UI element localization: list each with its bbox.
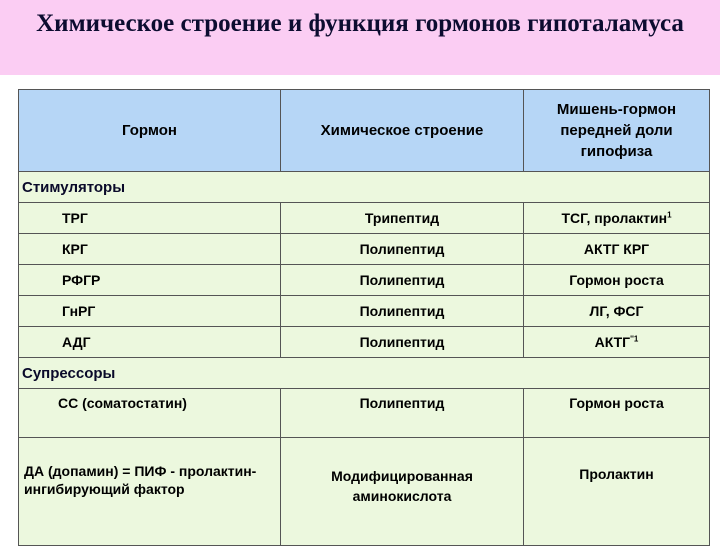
hormone-cell: СС (соматостатин) bbox=[19, 389, 281, 438]
hormone-cell: ТРГ bbox=[19, 203, 281, 234]
structure-cell: Модифицированная аминокислота bbox=[281, 438, 524, 546]
footnote-mark: ''1 bbox=[630, 334, 639, 344]
hormone-cell: ГнРГ bbox=[19, 296, 281, 327]
table-row bbox=[19, 389, 710, 438]
slide-title: Химическое строение и функция гормонов гипоталамуса bbox=[36, 10, 684, 37]
header-structure: Химическое строение bbox=[281, 90, 524, 172]
target-cell: АКТГ КРГ bbox=[524, 234, 710, 265]
target-cell: Гормон роста bbox=[524, 389, 710, 438]
target-cell bbox=[524, 327, 710, 358]
table-header-row bbox=[19, 90, 710, 172]
structure-cell: Полипептид bbox=[281, 265, 524, 296]
structure-cell: Полипептид bbox=[281, 327, 524, 358]
table-row bbox=[19, 296, 710, 327]
target-cell: ЛГ, ФСГ bbox=[524, 296, 710, 327]
hormone-cell: КРГ bbox=[19, 234, 281, 265]
structure-cell: Полипептид bbox=[281, 234, 524, 265]
group-row-stimulators bbox=[19, 172, 710, 203]
hormone-cell: ДА (допамин) = ПИФ - пролактин-ингибирующий фактор bbox=[19, 438, 281, 546]
table-row bbox=[19, 234, 710, 265]
target-text: ТСГ, пролактин bbox=[561, 210, 668, 226]
target-cell bbox=[524, 203, 710, 234]
footnote-mark: 1 bbox=[667, 210, 672, 220]
table-row bbox=[19, 438, 710, 546]
header-hormone: Гормон bbox=[19, 90, 281, 172]
table-row bbox=[19, 327, 710, 358]
target-cell: Пролактин bbox=[524, 438, 710, 546]
structure-cell: Полипептид bbox=[281, 296, 524, 327]
header-target: Мишень-гормон передней доли гипофиза bbox=[524, 90, 710, 172]
hormone-cell: РФГР bbox=[19, 265, 281, 296]
structure-cell: Трипептид bbox=[281, 203, 524, 234]
group-label: Супрессоры bbox=[19, 358, 710, 389]
target-cell: Гормон роста bbox=[524, 265, 710, 296]
group-row-suppressors bbox=[19, 358, 710, 389]
table-row bbox=[19, 203, 710, 234]
group-label: Стимуляторы bbox=[19, 172, 710, 203]
hormone-cell: АДГ bbox=[19, 327, 281, 358]
structure-cell: Полипептид bbox=[281, 389, 524, 438]
target-text: АКТГ bbox=[594, 334, 631, 350]
table-row bbox=[19, 265, 710, 296]
hormone-table bbox=[18, 89, 710, 546]
